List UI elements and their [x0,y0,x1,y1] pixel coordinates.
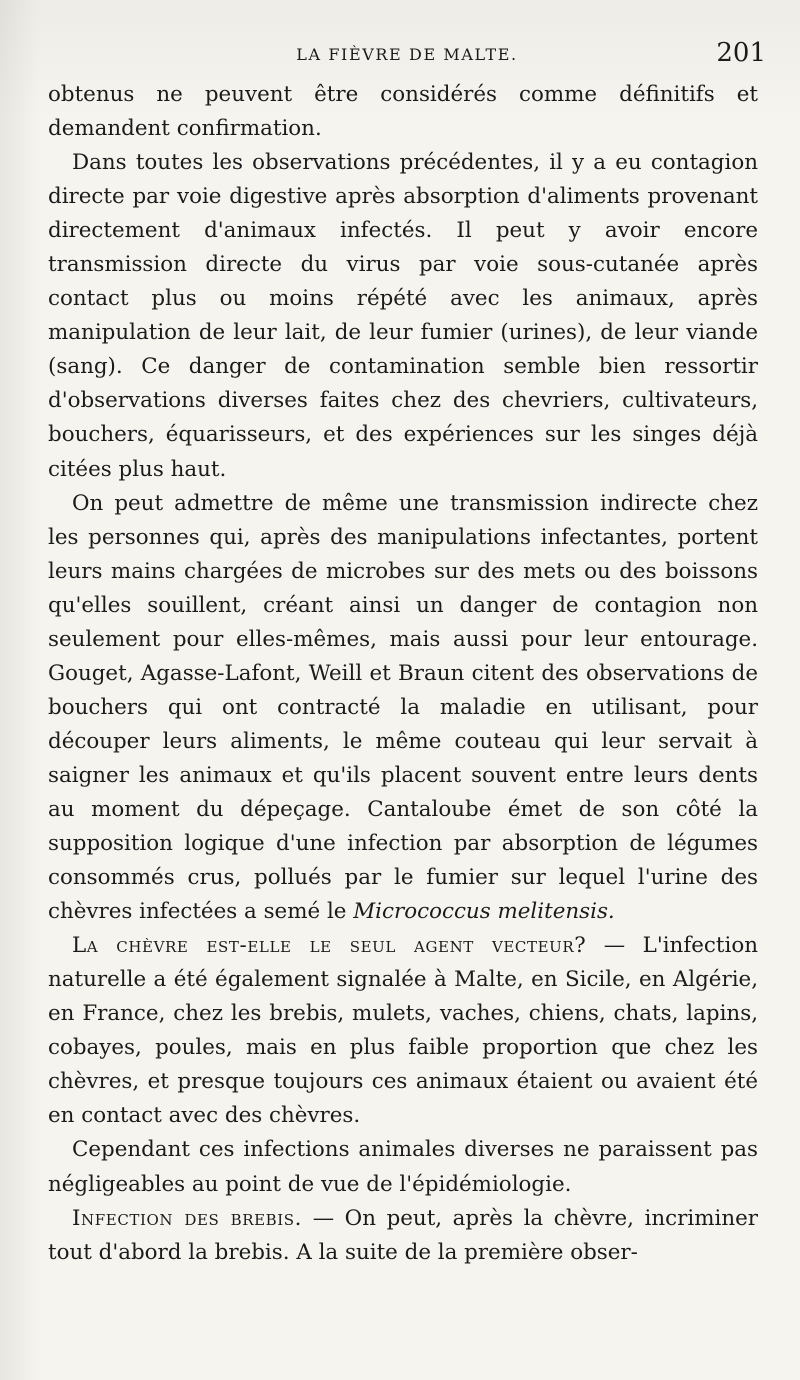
paragraph [48,487,758,930]
page-header [48,38,766,72]
paragraph-text: On peut admettre de même une transmission indirecte chez les personnes qui, après des manipulations infectantes, portent leurs mains chargées de microbes sur des mets ou des boissons qu'elles souillent, créant ainsi un danger de contagion non seulement pour elles-mêmes, mais aussi pour leur entourage. Gouget, Agasse-Lafont, Weill et Braun citent des observations de bouchers qui ont contracté la maladie en utilisant, pour découper leurs aliments, le même couteau qui leur servait à saigner les animaux et qu'ils placent souvent entre leurs dents au moment du dépeçage. Cantaloube émet de son côté la supposition logique d'une infection par absorption de légumes consommés crus, pollués par le fumier sur lequel l'urine des chèvres infectées a semé le [48,490,758,925]
paragraph [48,146,758,486]
section-heading: La chèvre est-elle le seul agent vecteur? [72,933,587,959]
body-text [48,78,758,1270]
paragraph [48,1202,758,1270]
running-head: LA FIÈVRE DE MALTE. [296,45,518,64]
paragraph-text: Dans toutes les observations précédentes, il y a eu contagion directe par voie digestive après absorption d'aliments provenant directement d'animaux infectés. Il peut y avoir encore transmission directe du virus par voie sous-cutanée après contact plus ou moins répété avec les animaux, après manipulation de leur lait, de leur fumier (urines), de leur viande (sang). Ce danger de contamination semble bien ressortir d'observations diverses faites chez des chevriers, cultivateurs, bouchers, équarisseurs, et des expériences sur les singes déjà citées plus haut. [48,150,758,482]
page-number: 201 [716,38,766,68]
paragraph-text: — On peut, après la chèvre, incriminer tout d'abord la brebis. A la suite de la première obser- [48,1205,758,1265]
paragraph-text: obtenus ne peuvent être considérés comme définitifs et demandent confirmation. [48,82,758,142]
paragraph [48,929,758,1133]
paragraph-text: Cependant ces infections animales diverses ne paraissent pas négligeables au point de vue de l'épidémiologie. [48,1137,758,1197]
paragraph [48,1133,758,1201]
paragraph-text: — L'infection naturelle a été également signalée à Malte, en Sicile, en Algérie, en France, chez les brebis, mulets, vaches, chiens, chats, lapins, cobayes, poules, mais en plus faible proportion que chez les chèvres, et presque toujours ces animaux étaient ou avaient été en contact avec des chèvres. [48,933,758,1129]
species-name: Micrococcus melitensis. [353,899,615,925]
paragraph-continued [48,78,758,146]
section-heading: Infection des brebis. [72,1205,303,1231]
